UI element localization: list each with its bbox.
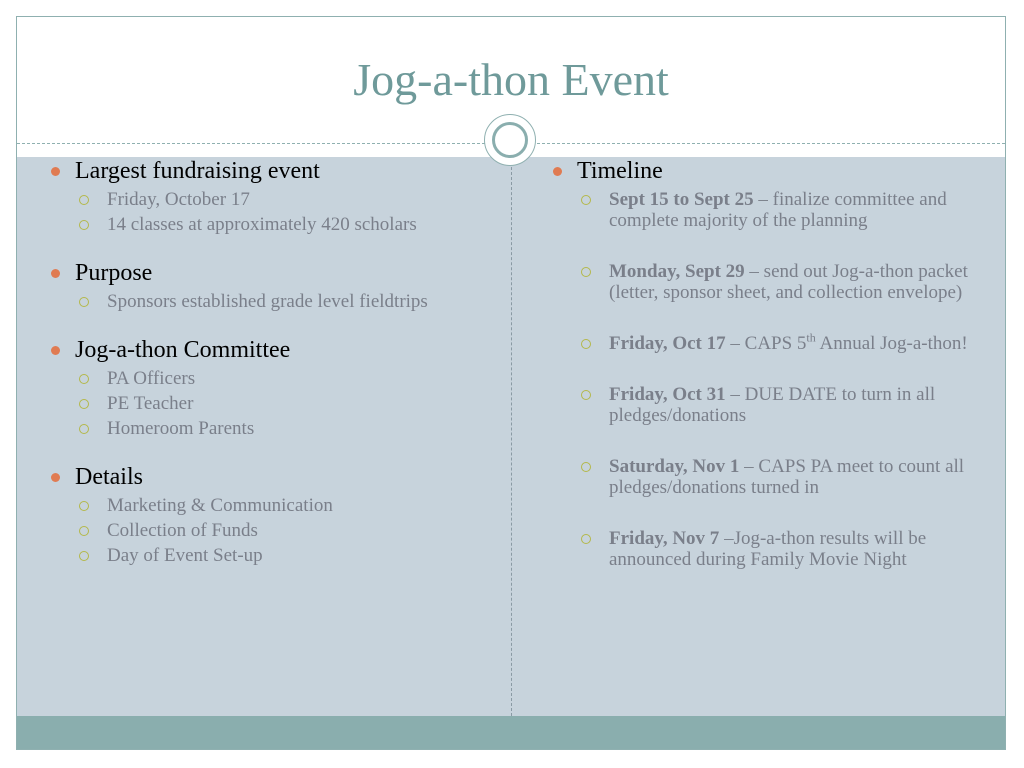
- timeline-item: [549, 384, 989, 426]
- ring-bullet-icon: [79, 374, 89, 384]
- sub-bullet-text: Day of Event Set-up: [107, 545, 263, 566]
- timeline-text: – DUE DATE to turn in all pledges/donations: [609, 384, 936, 426]
- timeline-date: Friday, Nov 7: [609, 528, 720, 549]
- sub-bullet: [47, 368, 487, 389]
- ring-bullet-icon: [581, 195, 591, 205]
- sub-bullet: [47, 214, 487, 235]
- timeline-text: – send out Jog-a-thon packet (letter, sponsor sheet, and collection envelope): [609, 261, 968, 303]
- timeline-date: Friday, Oct 17: [609, 333, 726, 354]
- sub-bullet-text: Marketing & Communication: [107, 495, 333, 516]
- bullet-heading: [47, 463, 487, 491]
- sub-bullet: [47, 291, 487, 312]
- timeline-text: – CAPS PA meet to count all pledges/donations turned in: [609, 456, 965, 498]
- slide: [16, 16, 1006, 750]
- sub-bullet-text: Sponsors established grade level fieldtrips: [107, 291, 428, 312]
- sub-bullet: [47, 545, 487, 566]
- bullet-dot-icon: [51, 346, 60, 355]
- bullet-dot-icon: [51, 473, 60, 482]
- column-divider: [511, 157, 512, 716]
- sub-bullet: [47, 495, 487, 516]
- bullet-dot-icon: [51, 269, 60, 278]
- timeline-date: Monday, Sept 29: [609, 261, 745, 282]
- ring-bullet-icon: [581, 390, 591, 400]
- timeline-text: Annual Jog-a-thon!: [815, 333, 968, 354]
- bullet-heading-timeline: [549, 157, 989, 185]
- sub-bullet-text: Homeroom Parents: [107, 418, 255, 439]
- bullet-dot-icon: [553, 167, 562, 176]
- sub-bullet-text: PA Officers: [107, 368, 196, 389]
- group-purpose: [47, 259, 487, 312]
- sub-bullet-text: Friday, October 17: [107, 189, 250, 210]
- timeline-text: –Jog-a-thon results will be announced during Family Movie Night: [609, 528, 927, 570]
- sub-bullet: [47, 189, 487, 210]
- bullet-heading: [47, 157, 487, 185]
- sub-bullet: [47, 393, 487, 414]
- left-column: [47, 157, 487, 566]
- heading-text: Timeline: [577, 158, 663, 184]
- footer-bar: [17, 716, 1005, 749]
- ring-bullet-icon: [581, 462, 591, 472]
- timeline-item: [549, 189, 989, 231]
- ring-bullet-icon: [79, 551, 89, 561]
- sub-bullet: [47, 520, 487, 541]
- timeline-superscript: th: [806, 330, 816, 345]
- sub-bullet: [47, 418, 487, 439]
- ring-bullet-icon: [581, 267, 591, 277]
- timeline-date: Saturday, Nov 1: [609, 456, 740, 477]
- ornament-ring: [492, 122, 528, 158]
- heading-text: Largest fundraising event: [75, 158, 320, 184]
- ring-bullet-icon: [79, 399, 89, 409]
- ring-bullet-icon: [79, 195, 89, 205]
- timeline-item: [549, 261, 989, 303]
- timeline-item: [549, 528, 989, 570]
- slide-title: Jog-a-thon Event: [353, 54, 669, 105]
- ring-bullet-icon: [581, 534, 591, 544]
- group-fundraising: [47, 157, 487, 235]
- timeline-date: Friday, Oct 31: [609, 384, 726, 405]
- group-details: [47, 463, 487, 566]
- timeline-text: – CAPS 5: [725, 333, 807, 354]
- sub-bullet-text: PE Teacher: [107, 393, 194, 414]
- ring-bullet-icon: [79, 297, 89, 307]
- bullet-heading: [47, 259, 487, 287]
- circle-ornament-icon: [484, 114, 536, 166]
- sub-bullet-text: 14 classes at approximately 420 scholars: [107, 214, 417, 235]
- right-column: [549, 157, 989, 570]
- ring-bullet-icon: [79, 526, 89, 536]
- heading-text: Purpose: [75, 260, 153, 286]
- timeline-text: – finalize committee and complete majority of the planning: [609, 189, 947, 231]
- ring-bullet-icon: [79, 501, 89, 511]
- heading-text: Details: [75, 464, 143, 490]
- bullet-dot-icon: [51, 167, 60, 176]
- ring-bullet-icon: [79, 220, 89, 230]
- timeline-item: [549, 456, 989, 498]
- group-committee: [47, 336, 487, 439]
- heading-text: Jog-a-thon Committee: [75, 337, 291, 363]
- timeline-item: [549, 330, 989, 354]
- ring-bullet-icon: [79, 424, 89, 434]
- ring-bullet-icon: [581, 339, 591, 349]
- sub-bullet-text: Collection of Funds: [107, 520, 258, 541]
- bullet-heading: [47, 336, 487, 364]
- timeline-date: Sept 15 to Sept 25: [609, 189, 754, 210]
